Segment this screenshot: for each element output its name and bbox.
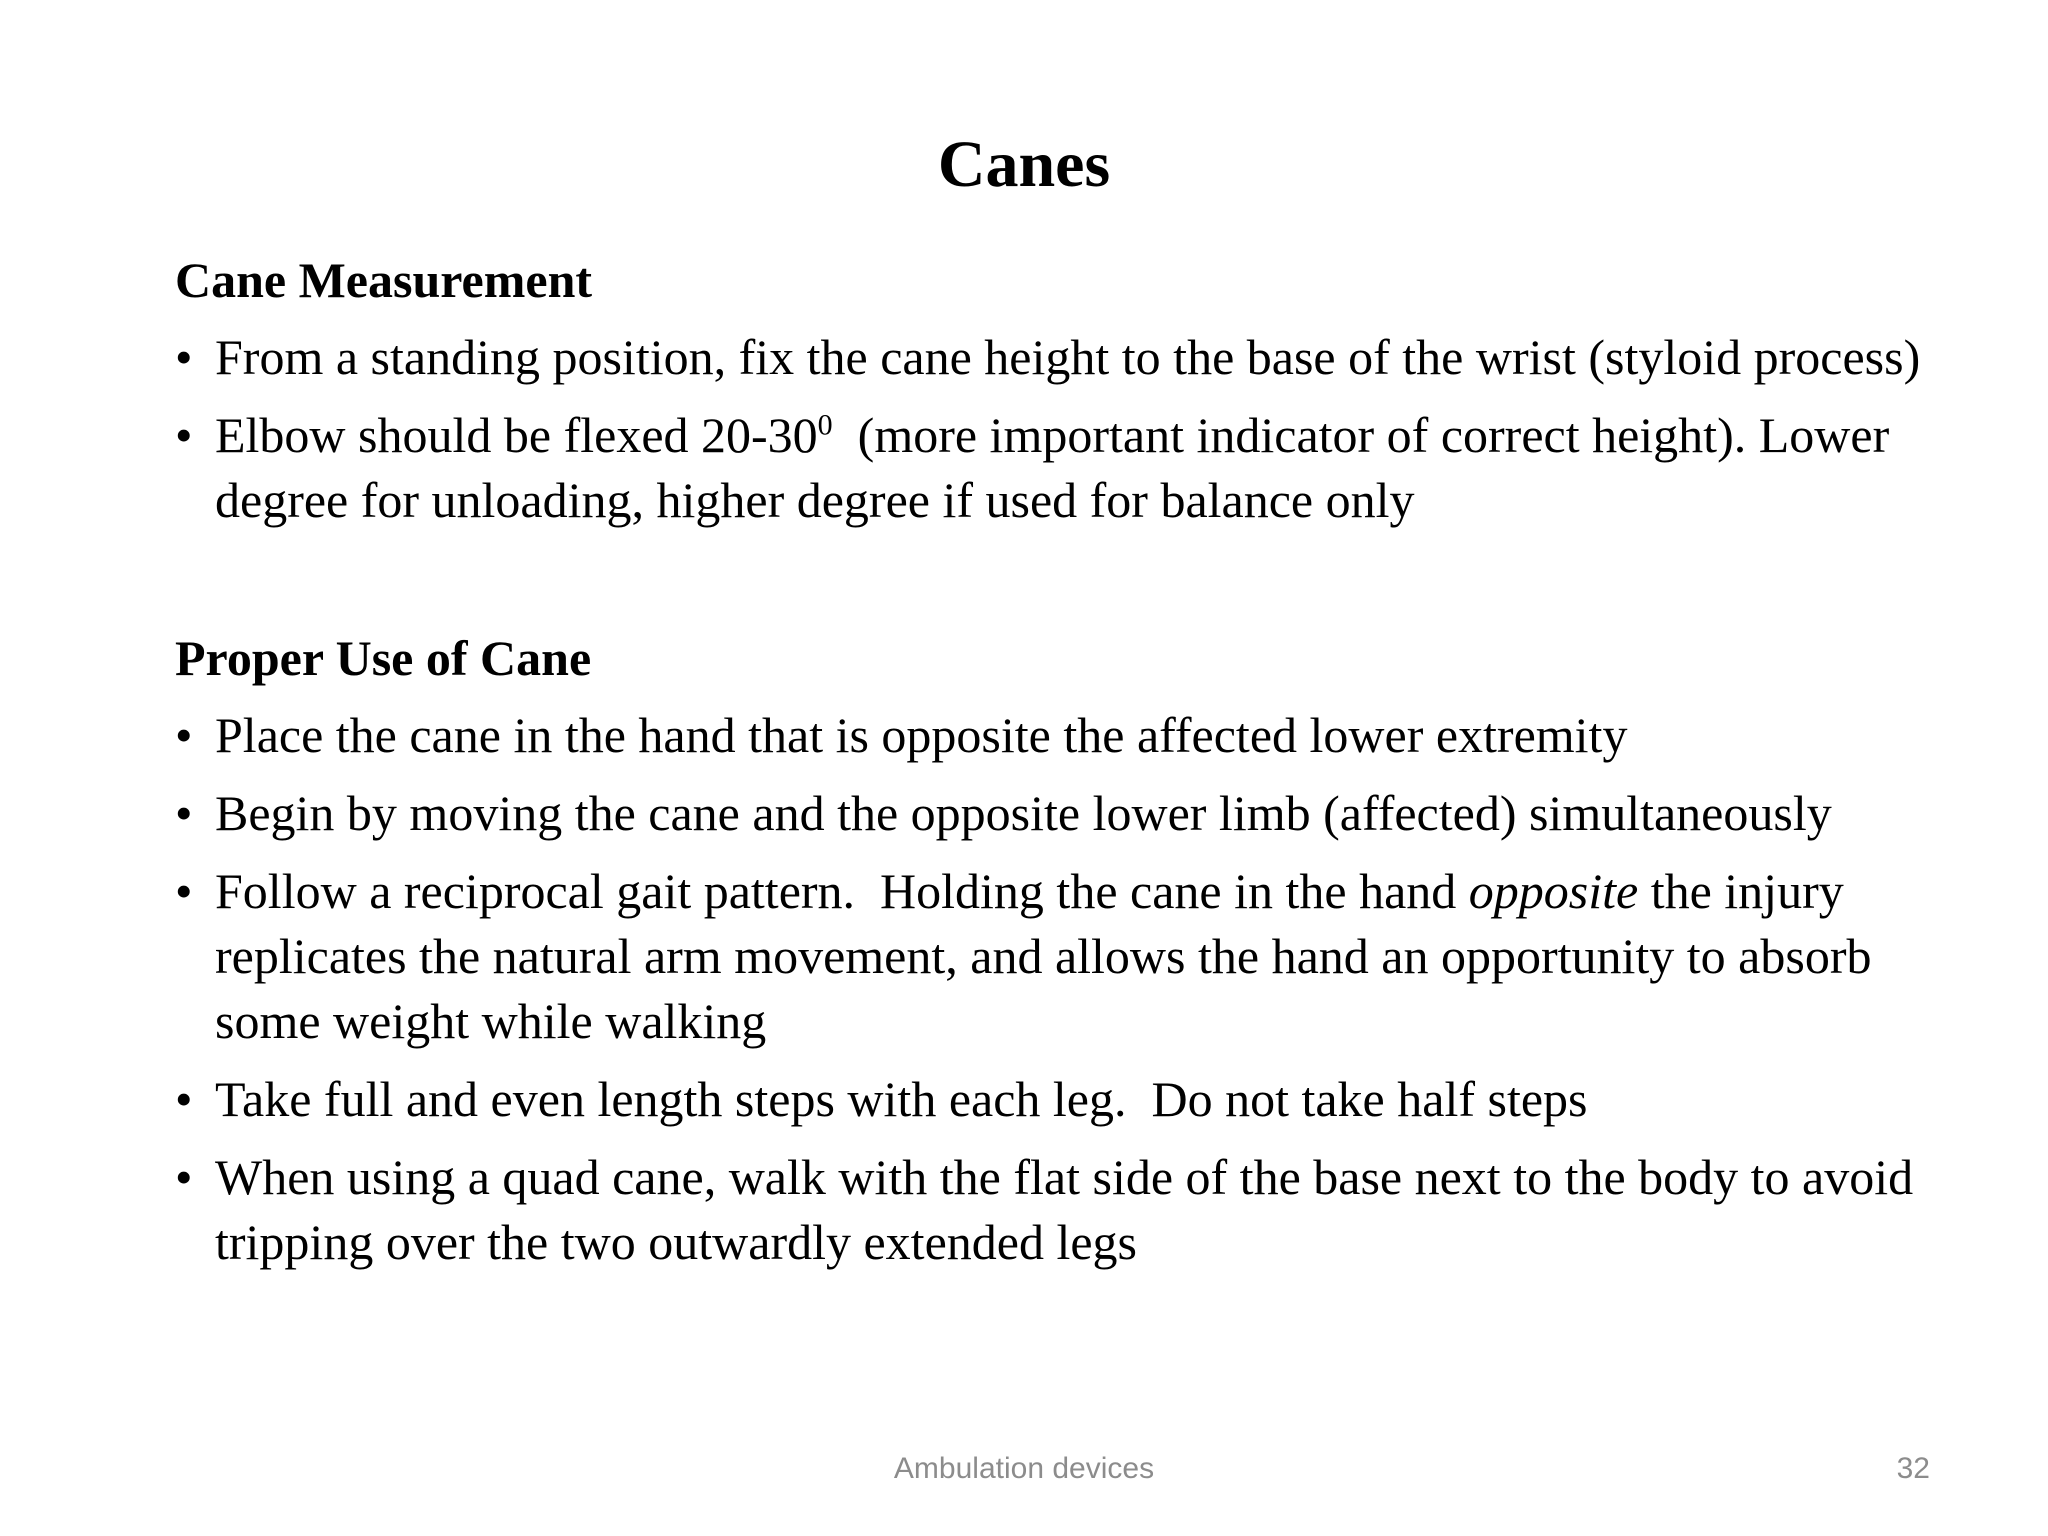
list-item: [175, 403, 1955, 533]
list-item: [175, 859, 1955, 1054]
slide-footer: Ambulation devices: [893, 1452, 1155, 1485]
bullet-marker: •: [175, 863, 193, 919]
slide-title: Canes: [937, 128, 1111, 201]
bullet-text: Take full and even length steps with each leg. Do not take half steps: [215, 1071, 1588, 1127]
list-item: [175, 1145, 1955, 1275]
bullet-text-post: the injury replicates the natural arm movement, and allows the hand an opportunity to absorb some weight while walking: [215, 863, 1872, 1049]
page-number: 32: [1896, 1452, 1930, 1485]
list-item: [175, 1067, 1955, 1132]
bullet-marker: •: [175, 1071, 193, 1127]
list-item: [175, 325, 1955, 390]
bullet-text: Place the cane in the hand that is opposite the affected lower extremity: [215, 707, 1628, 763]
section-heading-cane-measurement: Cane Measurement: [175, 252, 593, 308]
bullet-marker: •: [175, 329, 193, 385]
degree-superscript: 0: [817, 408, 833, 442]
bullet-marker: •: [175, 407, 193, 463]
bullet-text-pre: Follow a reciprocal gait pattern. Holding the cane in the hand: [215, 863, 1469, 919]
list-item: [175, 781, 1955, 846]
section-heading-proper-use: Proper Use of Cane: [175, 630, 592, 686]
bullet-text: When using a quad cane, walk with the flat side of the base next to the body to avoid tripping over the two outwardly extended legs: [215, 1149, 1914, 1270]
bullet-text: From a standing position, fix the cane height to the base of the wrist (styloid process): [215, 329, 1921, 385]
bullet-marker: •: [175, 1149, 193, 1205]
bullet-text-pre: Elbow should be flexed 20-30: [215, 407, 818, 463]
bullet-list-cane-measurement: [175, 325, 1955, 533]
bullet-text: Begin by moving the cane and the opposite lower limb (affected) simultaneously: [215, 785, 1832, 841]
slide-content: [175, 248, 1955, 1288]
bullet-marker: •: [175, 707, 193, 763]
bullet-list-proper-use: [175, 703, 1955, 1275]
list-item: [175, 703, 1955, 768]
bullet-marker: •: [175, 785, 193, 841]
bullet-text-post: (more important indicator of correct height). Lower degree for unloading, higher degree if used for balance only: [215, 407, 1902, 528]
bullet-text-emphasis: opposite: [1468, 863, 1639, 919]
section-spacer: [175, 546, 1955, 626]
